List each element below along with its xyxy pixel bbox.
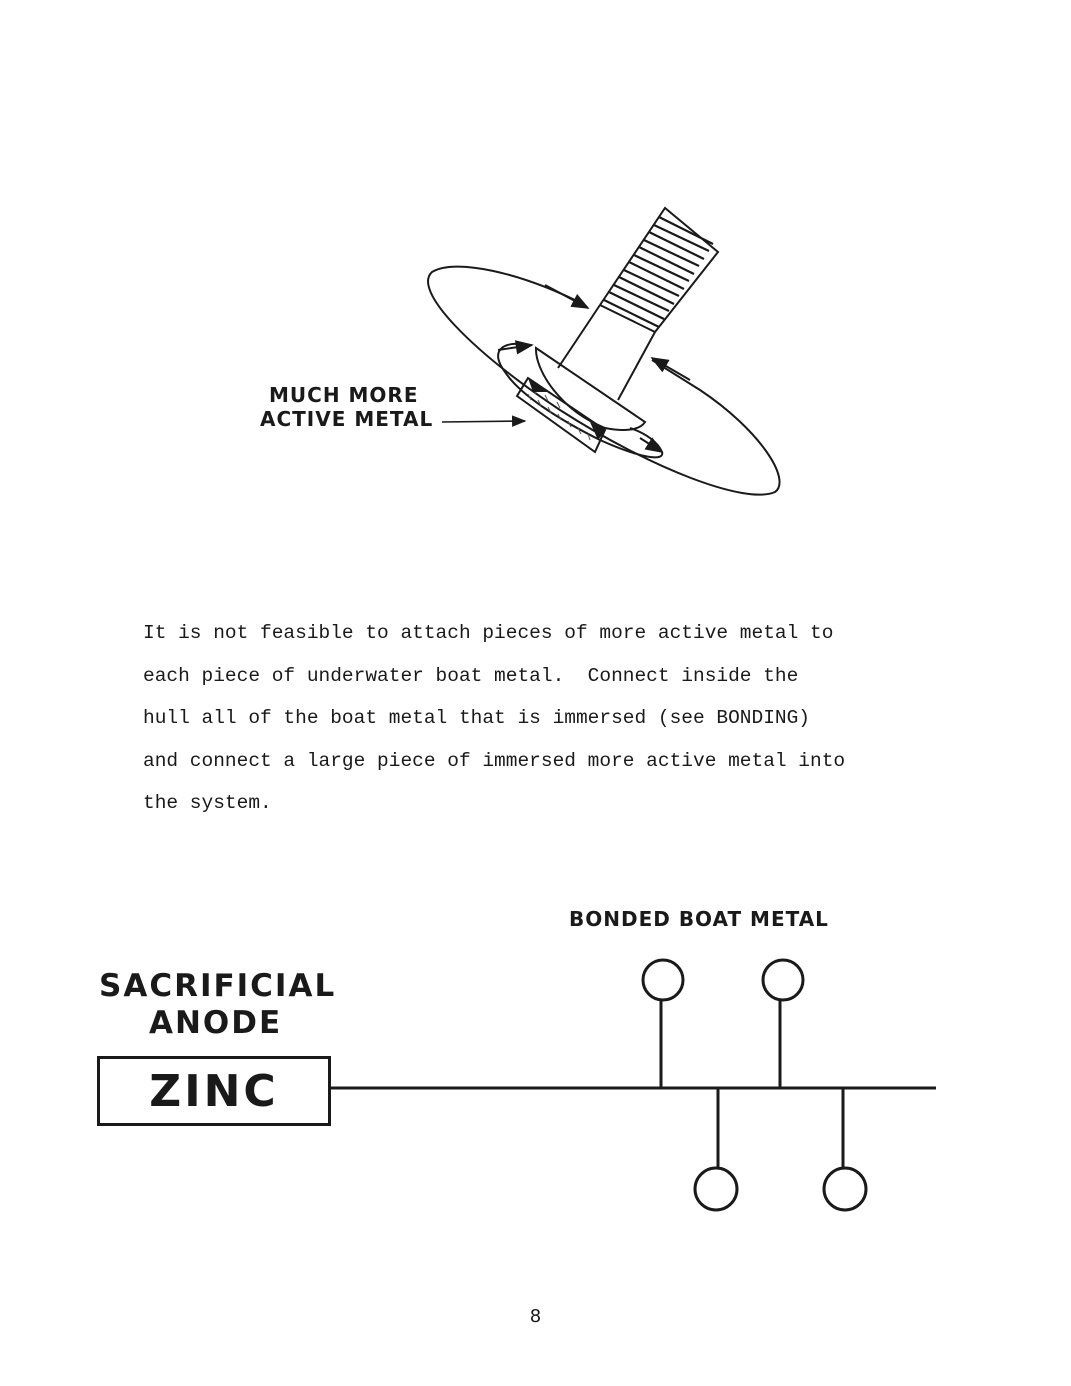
paragraph-line: It is not feasible to attach pieces of more active metal to bbox=[143, 622, 834, 644]
zinc-label: ZINC bbox=[149, 1065, 279, 1117]
paragraph-line: hull all of the boat metal that is immersed (see BONDING) bbox=[143, 707, 811, 729]
fitting-circle bbox=[824, 1168, 866, 1210]
page-number: 8 bbox=[529, 1306, 542, 1327]
fitting-circle bbox=[643, 960, 683, 1000]
sacrificial-label: SACRIFICIAL bbox=[99, 968, 337, 1004]
paragraph-line: each piece of underwater boat metal. Connect inside the bbox=[143, 664, 799, 687]
paragraph-line: the system. bbox=[143, 792, 272, 814]
anode-label: ANODE bbox=[149, 1005, 283, 1041]
fitting-circle bbox=[695, 1168, 737, 1210]
callout-label-line1: MUCH MORE bbox=[269, 383, 419, 407]
fitting-circle bbox=[763, 960, 803, 1000]
bonded-boat-metal-label: BONDED BOAT METAL bbox=[569, 907, 829, 931]
paragraph-line: and connect a large piece of immersed more active metal into bbox=[143, 749, 846, 772]
callout-label-line2: ACTIVE METAL bbox=[260, 407, 434, 431]
